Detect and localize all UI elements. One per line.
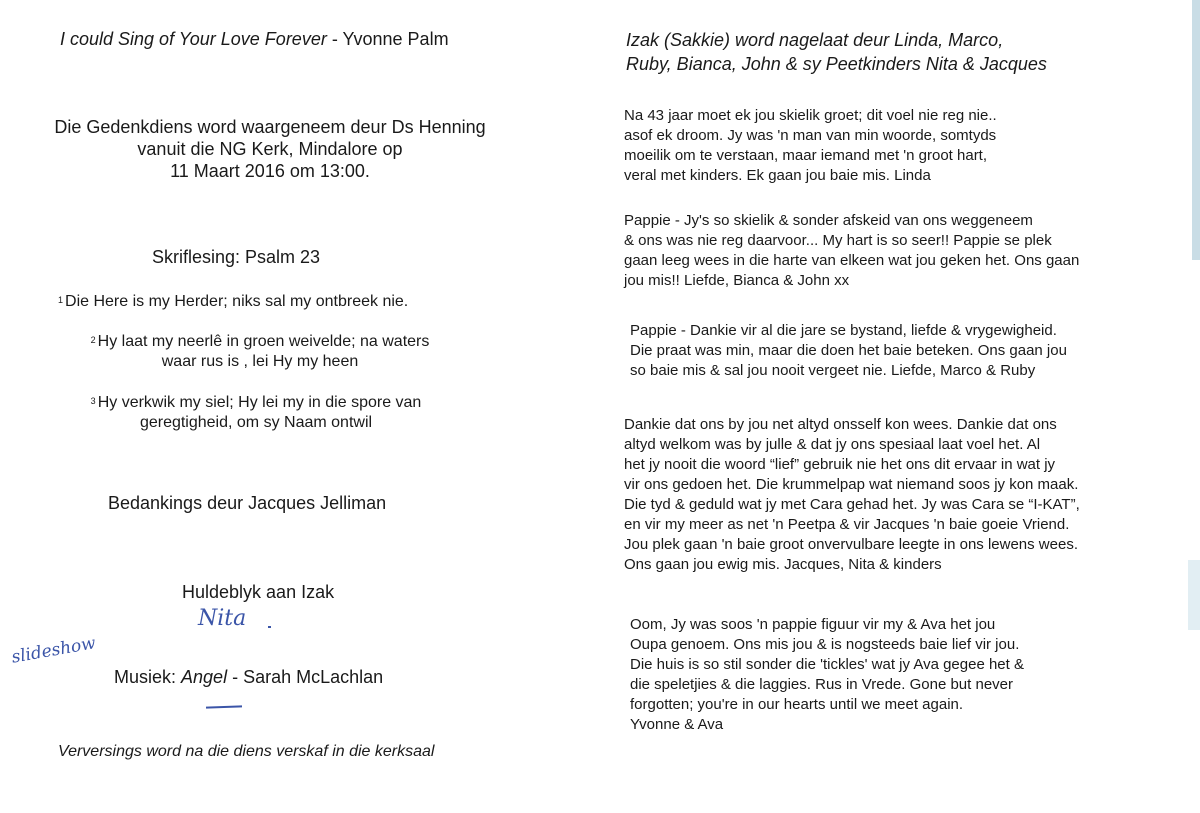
message-line: Oupa genoem. Ons mis jou & is nogsteeds baie lief vir jou. xyxy=(630,636,1020,653)
tribute-line: Huldeblyk aan Izak xyxy=(182,582,335,602)
scan-edge-mark xyxy=(1188,560,1200,630)
message-line: forgotten; you're in our hearts until we meet again. xyxy=(630,696,964,713)
verse-1 xyxy=(58,292,408,312)
scan-edge-mark xyxy=(1192,0,1200,260)
message-line: asof ek droom. Jy was 'n man van min woorde, somtyds xyxy=(624,127,997,144)
song-artist: - Yvonne Palm xyxy=(326,29,449,49)
heading-line: Izak (Sakkie) word nagelaat deur Linda, Marco, xyxy=(626,30,1004,50)
message-bianca xyxy=(624,211,1079,291)
right-panel xyxy=(600,0,1200,813)
handwritten-dash xyxy=(206,705,242,708)
message-line: het jy nooit die woord “lief” gebruik nie het ons dit ervaar in wat jy xyxy=(624,456,1056,473)
music-prefix: Musiek: xyxy=(114,667,182,687)
handwritten-name: Nita xyxy=(198,606,247,631)
message-line: Die tyd & geduld wat jy met Cara gehad het. Jy was Cara se “I-KAT”, xyxy=(624,496,1080,513)
verse-text: geregtigheid, om sy Naam ontwil xyxy=(139,414,373,431)
handwritten-note: slideshow xyxy=(10,633,98,668)
handwritten-dot xyxy=(268,626,271,628)
message-line: Die huis is so stil sonder die 'tickles' wat jy Ava gegee het & xyxy=(630,656,1024,673)
service-details xyxy=(0,116,540,182)
message-line: die speletjies & die laggies. Rus in Vrede. Gone but never xyxy=(630,676,1014,693)
verse-text: waar rus is , lei Hy my heen xyxy=(161,353,359,370)
verse-2 xyxy=(40,332,480,372)
song-line xyxy=(60,28,449,50)
message-line: jou mis!! Liefde, Bianca & John xx xyxy=(624,272,850,289)
verse-number: 3 xyxy=(90,396,96,406)
verse-text: Hy laat my neerlê in groen weivelde; na waters xyxy=(97,333,430,350)
service-line: Die Gedenkdiens word waargeneem deur Ds Henning xyxy=(54,117,486,137)
message-line: Oom, Jy was soos 'n pappie figuur vir my & Ava het jou xyxy=(630,616,996,633)
message-line: Yvonne & Ava xyxy=(630,716,724,733)
music-title: Angel xyxy=(181,667,228,687)
message-line: Na 43 jaar moet ek jou skielik groet; dit voel nie reg nie.. xyxy=(624,107,997,124)
verse-3 xyxy=(36,393,476,433)
message-line: Dankie dat ons by jou net altyd onsself kon wees. Dankie dat ons xyxy=(624,416,1057,433)
service-line: 11 Maart 2016 om 13:00. xyxy=(170,161,370,181)
verse-number: 1 xyxy=(58,295,64,305)
message-jacques xyxy=(624,415,1080,575)
verse-number: 2 xyxy=(90,335,96,345)
service-line: vanuit die NG Kerk, Mindalore op xyxy=(137,139,403,159)
heading-line: Ruby, Bianca, John & sy Peetkinders Nita & Jacques xyxy=(626,54,1047,74)
music-artist: - Sarah McLachlan xyxy=(227,667,384,687)
thanks-line: Bedankings deur Jacques Jelliman xyxy=(108,493,387,513)
refreshments-line: Verversings word na die diens verskaf in die kerksaal xyxy=(58,743,435,760)
message-line: gaan leeg wees in die harte van elkeen wat jou geken het. Ons gaan xyxy=(624,252,1080,269)
message-yvonne xyxy=(630,615,1024,735)
message-linda xyxy=(624,106,997,186)
reading-heading: Skriflesing: Psalm 23 xyxy=(152,247,321,267)
left-panel xyxy=(0,0,540,813)
message-line: vir ons gedoen het. Die krummelpap wat niemand soos jy kon maak. xyxy=(624,476,1079,493)
message-marco xyxy=(630,321,1067,381)
message-line: veral met kinders. Ek gaan jou baie mis. Linda xyxy=(624,167,931,184)
message-line: & ons was nie reg daarvoor... My hart is so seer!! Pappie se plek xyxy=(624,232,1052,249)
song-title: I could Sing of Your Love Forever xyxy=(60,29,327,49)
message-line: moeilik om te verstaan, maar iemand met 'n groot hart, xyxy=(624,147,988,164)
message-line: so baie mis & sal jou nooit vergeet nie. Liefde, Marco & Ruby xyxy=(630,362,1036,379)
message-line: altyd welkom was by julle & dat jy ons spesiaal laat voel het. Al xyxy=(624,436,1041,453)
message-line: Jou plek gaan 'n baie groot onvervulbare leegte in ons lewens wees. xyxy=(624,536,1078,553)
survivors-heading xyxy=(626,28,1047,76)
music-line xyxy=(114,666,383,688)
verse-text: Hy verkwik my siel; Hy lei my in die spore van xyxy=(97,394,422,411)
verse-text: Die Here is my Herder; niks sal my ontbreek nie. xyxy=(65,293,409,310)
message-line: Die praat was min, maar die doen het baie beteken. Ons gaan jou xyxy=(630,342,1067,359)
message-line: Pappie - Jy's so skielik & sonder afskeid van ons weggeneem xyxy=(624,212,1033,229)
message-line: Ons gaan jou ewig mis. Jacques, Nita & kinders xyxy=(624,556,942,573)
message-line: Pappie - Dankie vir al die jare se bystand, liefde & vrygewigheid. xyxy=(630,322,1057,339)
message-line: en vir my meer as net 'n Peetpa & vir Jacques 'n baie goeie Vriend. xyxy=(624,516,1070,533)
